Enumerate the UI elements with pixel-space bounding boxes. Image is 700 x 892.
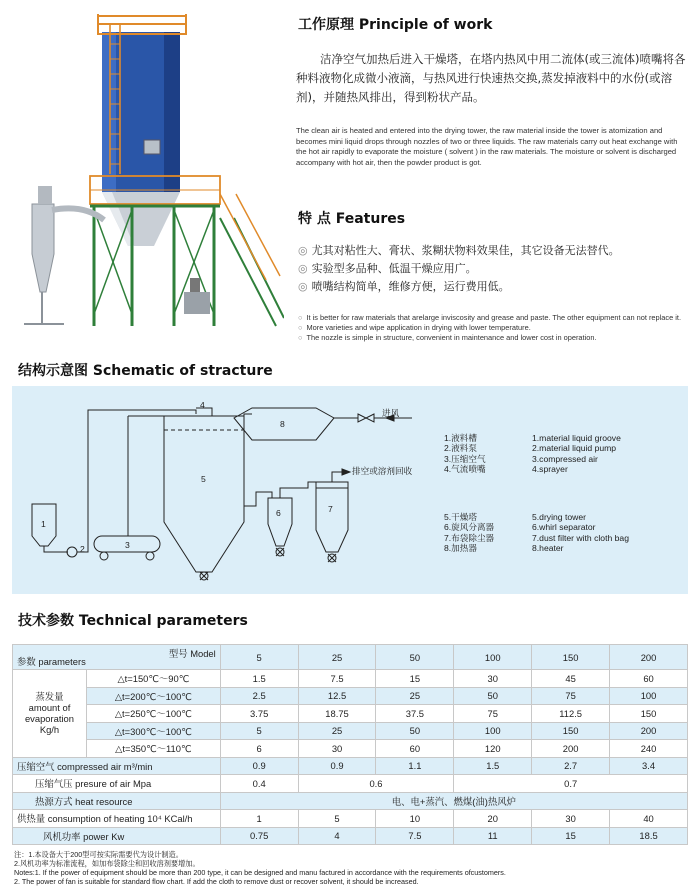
air-inlet-label: 进风 xyxy=(382,408,400,418)
legend-en-a: 1.material liquid groove 2.material liquid pump 3.compressed air 4.sprayer xyxy=(532,433,621,475)
table-cell: 30 xyxy=(454,670,532,688)
table-cell: 37.5 xyxy=(376,705,454,723)
table-row xyxy=(13,722,688,740)
table-cell: 200 xyxy=(610,722,688,740)
features-title: 特 点 Features xyxy=(298,211,406,227)
feature-item: ◎ 喷嘴结构简单，维修方便，运行费用低。 xyxy=(298,280,510,293)
table-cell: 120 xyxy=(454,740,532,758)
table-cell: 3.4 xyxy=(610,757,688,775)
table-cell: 75 xyxy=(532,687,610,705)
table-cell: 2.7 xyxy=(532,757,610,775)
feature-item: ◎ 实验型多品种、低温干燥应用广。 xyxy=(298,262,477,275)
table-cell: 10 xyxy=(376,810,454,828)
table-cell: 15 xyxy=(376,670,454,688)
model-50: 50 xyxy=(376,645,454,670)
table-cell: 100 xyxy=(454,722,532,740)
model-150: 150 xyxy=(532,645,610,670)
model-label: 型号 Model xyxy=(168,648,216,659)
schematic-panel xyxy=(12,386,688,594)
num-6: 6 xyxy=(276,508,281,518)
bullet-icon: ○ xyxy=(298,333,303,343)
table-cell: 200 xyxy=(532,740,610,758)
table-cell: 100 xyxy=(610,687,688,705)
model-5: 5 xyxy=(220,645,298,670)
table-cell: 0.75 xyxy=(220,827,298,845)
table-cell: 15 xyxy=(532,827,610,845)
legend-zh-a: 1.液料槽 2.液料泵 3.压缩空气 4.气流喷嘴 xyxy=(444,433,486,475)
table-cell: 7.5 xyxy=(376,827,454,845)
table-cell: 0.4 xyxy=(220,775,298,793)
feature-item: ◎ 尤其对粘性大、膏状、浆糊状物料效果佳，其它设备无法替代。 xyxy=(298,244,620,257)
table-cell: △t=300℃～100℃ xyxy=(86,722,220,740)
table-row xyxy=(13,645,688,670)
table-cell: 18.5 xyxy=(610,827,688,845)
principle-text-zh: 洁净空气加热后进入干燥塔，在塔内热风中用二流体(或三流体)喷嘴将各种料液物化成微小液滴，与热风进行快速热交换,蒸发掉液料中的水份(或溶剂)，并随热风排出，得到粉状产品。 xyxy=(296,52,686,104)
spray-dryer-photo xyxy=(14,14,284,332)
table-cell: 5 xyxy=(298,810,376,828)
num-5: 5 xyxy=(201,474,206,484)
table-cell: 25 xyxy=(376,687,454,705)
table-cell: 20 xyxy=(454,810,532,828)
param-label: 参数 parameters xyxy=(17,656,86,667)
num-1: 1 xyxy=(41,519,46,529)
table-cell: 1.5 xyxy=(454,757,532,775)
table-row xyxy=(13,670,688,688)
table-cell: 112.5 xyxy=(532,705,610,723)
principle-text-en: The clean air is heated and entered into the drying tower, the raw material inside the tower is atomization and becomes mini liquid drops through nozzles of two or three liquids. The raw materials carry out heat exchange with the hot air rapidly to evaporate the moisture ( solvent ) in the raw materials. The moisture or solvent is discharged accompany with hot air, then the powder product is got. xyxy=(296,126,678,167)
table-cell: 1 xyxy=(220,810,298,828)
table-cell: 0.6 xyxy=(298,775,454,793)
table-cell: 2.5 xyxy=(220,687,298,705)
table-cell: 0.7 xyxy=(454,775,688,793)
table-cell: 电、电+蒸汽、燃煤(油)热风炉 xyxy=(220,792,687,810)
schematic-diagram xyxy=(12,386,688,594)
table-cell: 1.5 xyxy=(220,670,298,688)
schematic-title: 结构示意图 Schematic of stracture xyxy=(18,363,273,379)
exhaust-label: 排空或溶剂回收 xyxy=(352,466,413,476)
table-cell: 11 xyxy=(454,827,532,845)
model-200: 200 xyxy=(610,645,688,670)
table-cell: 5 xyxy=(220,722,298,740)
fan-label: 风机功率 power Kw xyxy=(13,827,221,845)
table-cell: 30 xyxy=(298,740,376,758)
table-cell: 3.75 xyxy=(220,705,298,723)
table-cell: 240 xyxy=(610,740,688,758)
table-cell: 18.75 xyxy=(298,705,376,723)
supply-label: 供热量 consumption of heating 10⁴ KCal/h xyxy=(13,810,221,828)
table-row xyxy=(13,687,688,705)
tech-table xyxy=(12,644,688,845)
bullet-icon: ◎ xyxy=(298,280,308,293)
table-cell: 40 xyxy=(610,810,688,828)
table-row xyxy=(13,792,688,810)
legend-en-b: 5.drying tower 6.whirl separator 7.dust filter with cloth bag 8.heater xyxy=(532,512,629,554)
table-cell: 60 xyxy=(376,740,454,758)
table-cell xyxy=(13,645,221,670)
num-2: 2 xyxy=(80,544,85,554)
table-cell: 45 xyxy=(532,670,610,688)
feature-item-en: ○ It is better for raw materials that arelarge inviscosity and grease and paste. The other equipment can not replace it. xyxy=(298,313,681,322)
table-cell: 30 xyxy=(532,810,610,828)
heat-label: 热源方式 heat resource xyxy=(13,792,221,810)
table-cell: 7.5 xyxy=(298,670,376,688)
table-cell: 0.9 xyxy=(298,757,376,775)
num-7: 7 xyxy=(328,504,333,514)
bullet-icon: ◎ xyxy=(298,262,308,275)
table-row xyxy=(13,757,688,775)
table-cell: 50 xyxy=(454,687,532,705)
table-cell: △t=150℃～90℃ xyxy=(86,670,220,688)
features-list-zh xyxy=(298,242,690,296)
bullet-icon: ○ xyxy=(298,323,303,333)
bullet-icon: ◎ xyxy=(298,244,308,257)
evap-label: 蒸发量 amount of evaporation Kg/h xyxy=(13,670,87,758)
table-cell: △t=250℃～100℃ xyxy=(86,705,220,723)
table-cell: △t=350℃～110℃ xyxy=(86,740,220,758)
num-8: 8 xyxy=(280,419,285,429)
air-label: 压缩空气 compressed air m³/min xyxy=(13,757,221,775)
table-row xyxy=(13,775,688,793)
table-cell: 12.5 xyxy=(298,687,376,705)
table-cell: 1.1 xyxy=(376,757,454,775)
table-cell: 60 xyxy=(610,670,688,688)
table-cell: 75 xyxy=(454,705,532,723)
table-cell: 150 xyxy=(610,705,688,723)
notes: 注：1.本设备大于200型可按实际需要代为设计制造。 2.风机功率为标准流程，如加布袋除尘和回收溶剂要增加。 Notes:1. If the power of equipment should be more than 200 type, it can be designed and manu factured in accordance with the requirements ofcustomers. 2. The power of fan is suitable for standard flow chart. If add the cloth to remove dust or recover solvent, it should be increased. xyxy=(14,850,506,886)
num-3: 3 xyxy=(125,540,130,550)
table-row xyxy=(13,740,688,758)
feature-item-en: ○ The nozzle is simple in structure, convenient in maintenance and lower cost in operation. xyxy=(298,333,597,343)
num-4: 4 xyxy=(200,400,205,410)
model-25: 25 xyxy=(298,645,376,670)
bullet-icon: ○ xyxy=(298,313,303,322)
legend-zh-b: 5.干燥塔 6.旋风分离器 7.布袋除尘器 8.加热器 xyxy=(444,512,495,554)
table-cell: △t=200℃～100℃ xyxy=(86,687,220,705)
tech-title: 技术参数 Technical parameters xyxy=(18,613,248,629)
table-cell: 25 xyxy=(298,722,376,740)
table-row xyxy=(13,810,688,828)
table-row xyxy=(13,827,688,845)
table-cell: 4 xyxy=(298,827,376,845)
table-cell: 150 xyxy=(532,722,610,740)
model-100: 100 xyxy=(454,645,532,670)
table-cell: 0.9 xyxy=(220,757,298,775)
feature-item-en: ○ More varieties and wipe application in drying with lower temperature. xyxy=(298,323,531,333)
principle-title: 工作原理 Principle of work xyxy=(298,17,493,33)
table-cell: 50 xyxy=(376,722,454,740)
pressure-label: 压缩气压 presure of air Mpa xyxy=(13,775,221,793)
table-row xyxy=(13,705,688,723)
features-list-en xyxy=(298,313,692,344)
table-cell: 6 xyxy=(220,740,298,758)
